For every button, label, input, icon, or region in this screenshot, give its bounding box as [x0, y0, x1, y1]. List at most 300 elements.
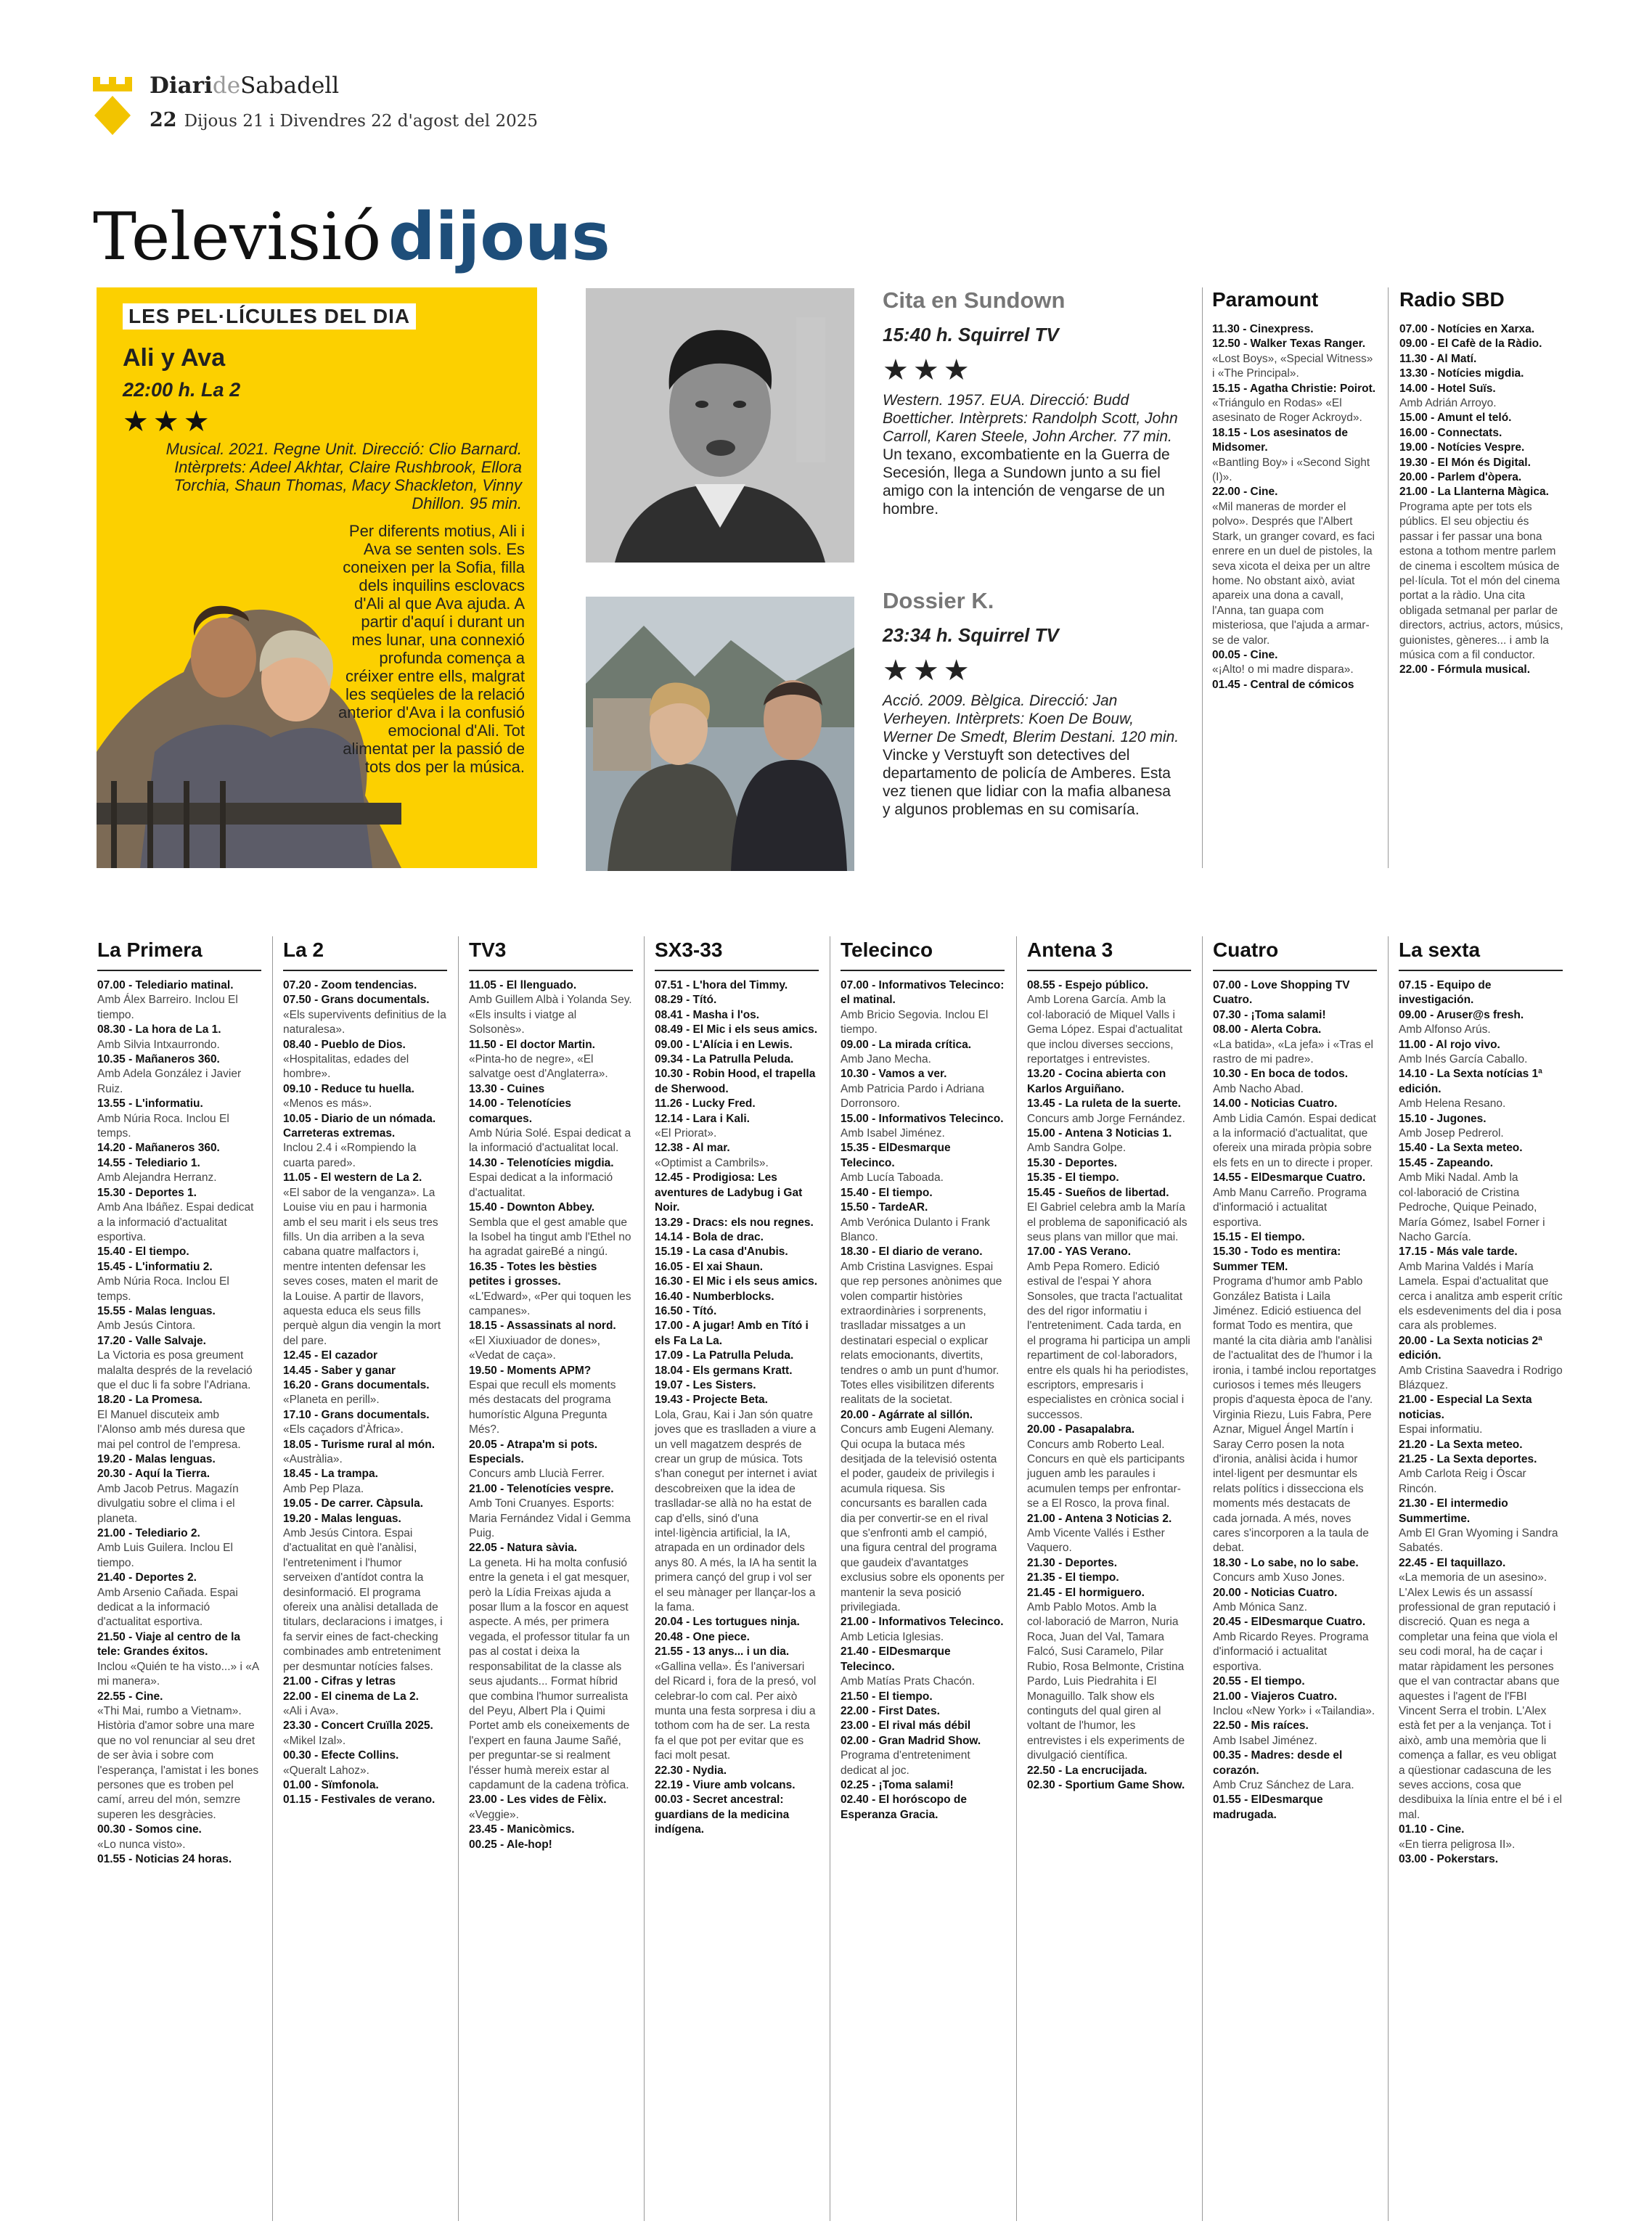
programme-title: 15.55 - Malas lenguas. — [97, 1304, 216, 1317]
programme-description: Amb Marina Valdés i María Lamela. Espai d'actualitat que cerca i analitza amb esperit crític els esdeveniments del dia i posa cara als problemes. — [1399, 1260, 1563, 1333]
programme-title: 03.00 - Pokerstars. — [1399, 1852, 1499, 1865]
programme-title: 15.50 - TardeAR. — [841, 1201, 928, 1214]
programme-item — [97, 1452, 261, 1467]
programme-item — [1213, 1690, 1377, 1719]
programme-item — [655, 1764, 819, 1778]
programme-item — [97, 1156, 261, 1186]
programme-item — [1027, 1186, 1191, 1246]
programme-description: Espai que recull els moments més destacats del programa humorístic Alguna Pregunta Més?. — [469, 1378, 616, 1436]
channel-la-2 — [283, 938, 447, 1808]
programme-title: 11.50 - El doctor Martin. — [469, 1038, 595, 1051]
programme-item — [1399, 1497, 1563, 1556]
channel-name: SX3-33 — [655, 938, 819, 971]
film-rating: ★★★ — [883, 354, 974, 386]
programme-item — [1399, 978, 1563, 1008]
featured-meta: Musical. 2021. Regne Unit. Direcció: Clio Barnard. Intèrprets: Adeel Akhtar, Claire Rushbrook, Ellora Torchia, Shaun Thomas, Macy Shackleton, Vinny Dhillon. 95 min. — [165, 440, 522, 512]
programme-title: 13.29 - Dracs: els nou regnes. — [655, 1216, 814, 1229]
programme-title: 14.20 - Mañaneros 360. — [97, 1142, 220, 1155]
programme-item — [1027, 978, 1191, 1067]
programme-item — [97, 1304, 261, 1334]
programme-item — [283, 1749, 447, 1778]
programme-title: 20.04 - Les tortugues ninja. — [655, 1616, 800, 1629]
programme-description: Amb Patricia Pardo i Adriana Dorronsoro. — [841, 1082, 985, 1111]
programme-title: 08.55 - Espejo público. — [1027, 979, 1149, 991]
programme-item — [97, 1526, 261, 1571]
programme-item — [1027, 1571, 1191, 1585]
programme-title: 11.00 - Al rojo vivo. — [1399, 1038, 1500, 1051]
programme-item — [655, 1304, 819, 1319]
programme-item — [655, 1245, 819, 1259]
programme-description: «La batida», «La jefa» i «Tras el rastro de mi padre». — [1213, 1038, 1373, 1066]
channel-name: TV3 — [469, 938, 633, 971]
programme-item — [655, 1097, 819, 1111]
channel-la-primera — [97, 938, 261, 1867]
programme-title: 11.30 - Cinexpress. — [1212, 323, 1314, 335]
programme-description: «Lo nunca visto». — [97, 1838, 186, 1851]
programme-title: 19.20 - Malas lenguas. — [283, 1512, 401, 1525]
programme-title: 15.35 - El tiempo. — [1027, 1171, 1119, 1185]
programme-item — [469, 1201, 633, 1260]
programme-description: Amb Cristina Saavedra i Rodrigo Blázquez. — [1399, 1364, 1563, 1391]
programme-title: 15.40 - Downton Abbey. — [469, 1201, 595, 1214]
channel-name: Antena 3 — [1027, 938, 1191, 971]
programme-title: 00.30 - Somos cine. — [97, 1823, 202, 1836]
programme-item — [1399, 1156, 1563, 1245]
programme-item — [655, 1290, 819, 1304]
programme-item — [655, 993, 819, 1007]
page-number: 22 — [150, 109, 177, 131]
programme-description: Amb Isabel Jiménez. — [1213, 1734, 1317, 1747]
programme-item — [655, 1378, 819, 1393]
programme-title: 18.04 - Els germans Kratt. — [655, 1364, 793, 1377]
programme-item — [469, 1823, 633, 1837]
programme-item — [469, 1793, 633, 1823]
programme-title: 07.00 - Notícies en Xarxa. — [1399, 323, 1535, 335]
programme-title: 08.30 - La hora de La 1. — [97, 1023, 221, 1036]
programme-item — [1399, 1038, 1563, 1068]
programme-title: 00.35 - Madres: desde el corazón. — [1213, 1749, 1343, 1777]
programme-description: Programa d'humor amb Pablo González Batista i Laila Jiménez. Edició estiuenca del format Todo es mentira, que manté la cita diària amb l'anàlisi de l'actualitat des de l'humor i la ironia, i també inclou reportatges curiosos i temes més lleugers propis d'aquesta època de l'any. Virginia Riezu, Luis Fabra, Pere Aznar, Miguel Ángel Martín i Saray Cerro posen la nota d'ironia, anàlisi àcida i humor intel·ligent per desmuntar els relats polítics i dissecciona els moments més destacats de cada jornada. A més, noves cares s'incorporen a la taula de debat. — [1213, 1275, 1376, 1555]
programme-title: 15.30 - Todo es mentira: Summer TEM. — [1213, 1246, 1341, 1273]
programme-item — [841, 1778, 1005, 1793]
programme-description: La Victoria es posa greument malalta després de la revelació que el duc li fa sobre l'Adriana. — [97, 1349, 253, 1391]
programme-list — [1399, 322, 1563, 678]
programme-title: 01.55 - ElDesmarque madrugada. — [1213, 1794, 1323, 1821]
programme-item — [655, 1171, 819, 1215]
programme-title: 12.45 - Prodigiosa: Les aventures de Ladybug i Gat Noir. — [655, 1171, 803, 1214]
programme-title: 08.49 - El Mic i els seus amics. — [655, 1023, 818, 1036]
programme-title: 21.50 - El tiempo. — [841, 1690, 933, 1703]
programme-description: El Gabriel celebra amb la María el problema de saponificació als seus plans van millor que mai. — [1027, 1201, 1187, 1243]
programme-description: «Els supervivents definitius de la naturalesa». — [283, 1008, 446, 1036]
programme-title: 14.55 - Telediario 1. — [97, 1156, 200, 1169]
programme-item — [1399, 1245, 1563, 1333]
programme-item — [1399, 337, 1563, 351]
programme-item — [1212, 382, 1376, 426]
programme-description: Amb Ricardo Reyes. Programa d'informació i actualitat esportiva. — [1213, 1630, 1369, 1673]
programme-item — [1027, 1126, 1191, 1156]
programme-item — [841, 1719, 1005, 1733]
programme-title: 18.20 - La Promesa. — [97, 1394, 203, 1407]
channel-radio-sbd — [1399, 287, 1563, 678]
film-time: 23:34 h. Squirrel TV — [883, 624, 1059, 646]
programme-title: 15.19 - La casa d'Anubis. — [655, 1246, 788, 1259]
film-description: Western. 1957. EUA. Direcció: Budd Boetticher. Intèrprets: Randolph Scott, John Carroll, Karen Steele, John Archer. 77 min. Un texano, excombatiente en la Guerra de Secesión, llega a Sundown junto a su fiel amigo con la intención de vengarse de un hombre. — [883, 392, 1178, 518]
programme-title: 20.05 - Atrapa'm si pots. Especials. — [469, 1438, 598, 1465]
programme-item — [283, 1497, 447, 1511]
programme-description: Concurs amb Eugeni Alemany. Qui ocupa la butaca més desitjada de la televisió ostenta el poder, gaudeix de privilegis i acumula riquesa. Sis concursants es barallen cada dia per convertir-se en el rival que s'enfronti amb el campió, una figura central del programa que gaudeix d'avantatges exclusius sobre els oponents per mantenir la seva posició privilegiada. — [841, 1423, 1005, 1614]
programme-title: 10.35 - Mañaneros 360. — [97, 1053, 220, 1066]
programme-title: 00.30 - Efecte Collins. — [283, 1749, 399, 1762]
programme-item — [655, 1112, 819, 1142]
programme-item — [1212, 648, 1376, 678]
programme-title: 22.00 - El cinema de La 2. — [283, 1690, 419, 1703]
programme-description: Amb Nacho Abad. — [1213, 1082, 1304, 1095]
programme-description: Amb Arsenio Cañada. Espai dedicat a la informació d'actualitat esportiva. — [97, 1586, 238, 1629]
programme-item — [1027, 1423, 1191, 1511]
programme-description: Amb Luis Guilera. Inclou El tiempo. — [97, 1542, 233, 1569]
programme-description: Amb Álex Barreiro. Inclou El tiempo. — [97, 994, 238, 1021]
programme-title: 15.40 - La Sexta meteo. — [1399, 1142, 1523, 1155]
channel-telecinco — [841, 938, 1005, 1823]
column-divider — [1202, 936, 1203, 2221]
programme-item — [1399, 1334, 1563, 1394]
programme-item — [469, 1541, 633, 1793]
programme-item — [1399, 382, 1563, 412]
channel-paramount — [1212, 287, 1376, 692]
programme-item — [841, 1734, 1005, 1778]
programme-title: 15.00 - Informativos Telecinco. — [841, 1112, 1004, 1125]
programme-item — [1213, 1556, 1377, 1586]
programme-title: 19.50 - Moments APM? — [469, 1364, 592, 1377]
programme-item — [1027, 1586, 1191, 1764]
programme-title: 23.45 - Manicòmics. — [469, 1823, 575, 1836]
programme-title: 16.50 - Tító. — [655, 1304, 717, 1317]
programme-description: Concurs amb Roberto Leal. Concurs en què els participants juguen amb les paraules i acumulen temps per enfrontar-se a El Rosco, la prova final. — [1027, 1438, 1185, 1510]
programme-title: 09.10 - Reduce tu huella. — [283, 1082, 414, 1095]
programme-title: 14.55 - ElDesmarque Cuatro. — [1213, 1171, 1366, 1185]
programme-item — [1399, 352, 1563, 367]
programme-item — [1399, 1556, 1563, 1823]
programme-item — [841, 1408, 1005, 1616]
programme-item — [841, 1704, 1005, 1719]
featured-film — [97, 287, 537, 868]
programme-item — [283, 993, 447, 1037]
programme-description: «Mil maneras de morder el polvo». Després que l'Albert Stark, un granger covard, es faci enrere en un duel de pistoles, la seva xicota el deixa per un altre home. No obstant això, aviat apareix una dona a cavall, l'Anna, tan guapa com misteriosa, que l'ajuda a armar-se de valor. — [1212, 500, 1375, 647]
programme-title: 21.20 - La Sexta meteo. — [1399, 1438, 1523, 1451]
programme-title: 07.15 - Equipo de investigación. — [1399, 979, 1492, 1007]
programme-title: 23.00 - El rival más débil — [841, 1719, 971, 1733]
programme-description: Amb Adela González i Javier Ruiz. — [97, 1068, 242, 1095]
column-divider — [1388, 936, 1389, 2221]
programme-title: 07.00 - Love Shopping TV Cuatro. — [1213, 979, 1350, 1007]
programme-item — [97, 1690, 261, 1823]
programme-description: Amb Josep Pedrerol. — [1399, 1127, 1504, 1140]
programme-title: 10.30 - En boca de todos. — [1213, 1068, 1349, 1081]
programme-item — [841, 1645, 1005, 1689]
programme-title: 01.10 - Cine. — [1399, 1823, 1465, 1836]
programme-title: 18.30 - Lo sabe, no lo sabe. — [1213, 1556, 1359, 1569]
programme-description: «Veggie». — [469, 1808, 519, 1821]
channel-name: La 2 — [283, 938, 447, 971]
programme-item — [1027, 1778, 1191, 1793]
programme-item — [1399, 1452, 1563, 1497]
programme-title: 13.30 - Notícies migdia. — [1399, 367, 1524, 380]
programme-title: 21.00 - Especial La Sexta noticias. — [1399, 1394, 1532, 1421]
programme-item — [283, 1690, 447, 1719]
programme-item — [841, 1615, 1005, 1645]
programme-title: 09.34 - La Patrulla Peluda. — [655, 1053, 794, 1066]
programme-description: Programa apte per tots els públics. El seu objectiu és passar i fer passar una bona estona a tothom mentre parlem de cinema i escoltem música de pel·lícula. Tot el món del cinema portat a la ràdio. Una cita obligada setmanal per parlar de directors, actrius, actors, músics, guionistes, gèneres... i amb la música com a fil conductor. — [1399, 500, 1563, 661]
programme-description: «Els caçadors d'Àfrica». — [283, 1423, 404, 1436]
channel-tv3 — [469, 938, 633, 1852]
programme-item — [1212, 678, 1376, 692]
channel-name: Cuatro — [1213, 938, 1377, 971]
programme-description: Amb Manu Carreño. Programa d'informació i actualitat esportiva. — [1213, 1186, 1367, 1229]
programme-item — [655, 1067, 819, 1097]
programme-title: 21.25 - La Sexta deportes. — [1399, 1453, 1537, 1465]
programme-title: 19.20 - Malas lenguas. — [97, 1453, 216, 1465]
featured-kicker: LES PEL·LÍCULES DEL DIA — [123, 303, 416, 330]
programme-title: 21.40 - Deportes 2. — [97, 1571, 197, 1584]
channel-name: Telecinco — [841, 938, 1005, 971]
programme-title: 12.14 - Lara i Kali. — [655, 1112, 750, 1125]
channel-name: La Primera — [97, 938, 261, 971]
film-photo-sundown — [586, 288, 854, 563]
programme-title: 00.05 - Cine. — [1212, 648, 1278, 661]
programme-description: Espai dedicat a la informació d'actualitat. — [469, 1171, 613, 1199]
programme-description: Amb Núria Solé. Espai dedicat a la informació d'actualitat local. — [469, 1127, 631, 1155]
programme-item — [469, 1319, 633, 1363]
programme-item — [283, 1438, 447, 1468]
programme-item — [841, 1141, 1005, 1185]
programme-item — [655, 1645, 819, 1763]
programme-title: 17.15 - Más vale tarde. — [1399, 1246, 1518, 1259]
programme-description: Amb Lucía Taboada. — [841, 1171, 944, 1185]
programme-item — [283, 1467, 447, 1497]
programme-title: 13.45 - La ruleta de la suerte. — [1027, 1097, 1181, 1111]
programme-item — [97, 1823, 261, 1852]
programme-title: 19.30 - El Món és Digital. — [1399, 456, 1531, 469]
programme-title: 12.45 - El cazador — [283, 1349, 378, 1362]
film-time: 15:40 h. Squirrel TV — [883, 324, 1059, 345]
programme-item — [1399, 470, 1563, 485]
programme-title: 21.00 - Antena 3 Noticias 2. — [1027, 1512, 1172, 1525]
programme-description: Inclou «Quién te ha visto...» i «A mi manera». — [97, 1660, 259, 1688]
programme-description: Amb Inés García Caballo. — [1399, 1053, 1528, 1066]
programme-title: 22.55 - Cine. — [97, 1690, 163, 1703]
programme-title: 22.50 - Mis raíces. — [1213, 1719, 1309, 1733]
programme-item — [97, 1467, 261, 1526]
programme-item — [1027, 1171, 1191, 1185]
featured-time: 22:00 h. La 2 — [123, 379, 241, 401]
channel-antena-3 — [1027, 938, 1191, 1793]
programme-item — [283, 978, 447, 993]
programme-description: Amb Pep Plaza. — [283, 1482, 364, 1495]
programme-title: 17.20 - Valle Salvaje. — [97, 1334, 206, 1347]
programme-title: 08.29 - Tító. — [655, 994, 717, 1007]
programme-title: 22.45 - El taquillazo. — [1399, 1556, 1506, 1569]
programme-item — [655, 1349, 819, 1363]
programme-item — [469, 1482, 633, 1542]
programme-item — [1213, 1008, 1377, 1023]
programme-title: 09.00 - L'Alícia i en Lewis. — [655, 1038, 793, 1051]
programme-item — [1027, 1097, 1191, 1126]
programme-title: 01.00 - Sïmfonola. — [283, 1778, 379, 1791]
programme-title: 02.00 - Gran Madrid Show. — [841, 1734, 981, 1747]
programme-list — [469, 978, 633, 1852]
programme-description: Amb Cruz Sánchez de Lara. — [1213, 1778, 1354, 1791]
programme-title: 20.00 - Agárrate al sillón. — [841, 1408, 973, 1421]
programme-description: Amb Miki Nadal. Amb la col·laboració de Cristina Pedroche, Quique Peinado, María Gómez, Isabel Forner i Nacho García. — [1399, 1171, 1545, 1243]
programme-item — [1213, 1245, 1377, 1556]
programme-title: 07.30 - ¡Toma salami! — [1213, 1008, 1326, 1021]
programme-list — [1399, 978, 1563, 1867]
programme-title: 08.40 - Pueblo de Dios. — [283, 1038, 406, 1051]
programme-description: Amb Verónica Dulanto i Frank Blanco. — [841, 1216, 990, 1243]
programme-description: El Manuel discuteix amb l'Alonso amb més duresa que mai pel control de l'empresa. — [97, 1408, 245, 1451]
programme-title: 01.15 - Festivales de verano. — [283, 1794, 436, 1807]
programme-item — [841, 1201, 1005, 1245]
programme-description: «Optimist a Cambrils». — [655, 1156, 769, 1169]
programme-item — [97, 1260, 261, 1304]
programme-item — [1212, 322, 1376, 337]
programme-item — [283, 1349, 447, 1363]
programme-item — [97, 1186, 261, 1246]
programme-description: «Pinta-ho de negre», «El salvatge oest d'Anglaterra». — [469, 1053, 608, 1081]
programme-description: Concurs amb Llucià Ferrer. — [469, 1468, 605, 1481]
programme-item — [283, 1719, 447, 1749]
programme-item — [1399, 1067, 1563, 1111]
programme-description: La geneta. Hi ha molta confusió entre la geneta i el gat mesquer, però la Lídia Freixas ajuda a posar llum a la foscor en aquest aspecte. A més, per primera vegada, el professor titular fa un pas al costat i deixa la responsabilitat de la classe als seus ajudants... Format híbrid que combina l'humor surrealista del Peyu, Albert Pla i Quimi Portet amb els coneixements de l'expert en fauna Jaume Sañé, per preguntar-se si realment l'ésser humà mereix estar al capdamunt de la cadena tròfica. — [469, 1556, 630, 1791]
programme-item — [97, 978, 261, 1023]
programme-title: 07.20 - Zoom tendencias. — [283, 979, 417, 991]
programme-item — [469, 1838, 633, 1852]
programme-item — [841, 1038, 1005, 1068]
programme-item — [1399, 485, 1563, 663]
programme-item — [655, 1275, 819, 1289]
programme-description: Lola, Grau, Kai i Jan són quatre joves que es traslladen a viure a un vell magatzem després de crear un grup de música. Tots s'han conegut per internet i aviat descobreixen que la idea de traslladar-se allà no ha estat de cap d'ells, sinó d'una intel·ligència artificial, la IA, atrapada en un ordinador dels anys 80. A més, la IA ha sentit la primera cançó del grup i vol ser el seu mànager per llançar-los a la fama. — [655, 1408, 817, 1614]
programme-item — [1399, 411, 1563, 425]
programme-title: 16.40 - Numberblocks. — [655, 1290, 774, 1303]
programme-title: 12.50 - Walker Texas Ranger. — [1212, 338, 1366, 351]
programme-description: Amb Ana Ibáñez. Espai dedicat a la informació d'actualitat esportiva. — [97, 1201, 254, 1243]
programme-item — [283, 1364, 447, 1378]
programme-title: 15.00 - Antena 3 Noticias 1. — [1027, 1127, 1172, 1140]
programme-item — [1399, 1393, 1563, 1437]
programme-item — [283, 1778, 447, 1793]
programme-item — [841, 1186, 1005, 1201]
programme-title: 19.07 - Les Sisters. — [655, 1378, 756, 1391]
programme-item — [1399, 1852, 1563, 1867]
programme-description: «Austràlia». — [283, 1453, 343, 1465]
programme-item — [283, 1171, 447, 1349]
programme-item — [1399, 1438, 1563, 1452]
programme-item — [469, 1260, 633, 1320]
film-dossier — [883, 588, 1180, 819]
programme-item — [469, 1097, 633, 1156]
featured-rating: ★★★ — [123, 406, 214, 438]
programme-description: Amb Helena Resano. — [1399, 1097, 1506, 1111]
programme-item — [1399, 367, 1563, 381]
programme-title: 12.38 - Al mar. — [655, 1142, 730, 1155]
programme-item — [97, 1097, 261, 1141]
programme-title: 21.35 - El tiempo. — [1027, 1571, 1119, 1584]
programme-title: 21.50 - Viaje al centro de la tele: Grandes éxitos. — [97, 1630, 241, 1659]
programme-title: 20.30 - Aquí la Tierra. — [97, 1468, 210, 1481]
column-divider — [458, 936, 459, 2221]
programme-item — [469, 1038, 633, 1082]
programme-title: 19.00 - Notícies Vespre. — [1399, 441, 1525, 454]
programme-title: 01.55 - Noticias 24 horas. — [97, 1852, 232, 1865]
film-photo-dossier — [586, 597, 854, 871]
programme-title: 14.00 - Telenotícies comarques. — [469, 1097, 571, 1125]
column-divider — [1016, 936, 1017, 2221]
brand-name: DiarideSabadell — [150, 73, 340, 99]
programme-description: Amb Cristina Lasvignes. Espai que rep persones anònimes que volen compartir històries extraordinàries i sorprenents, traslladar missatges a un destinatari especial o explicar relats emocionants, divertits, tendres o amb un punt d'humor. Totes elles visibilitzen diferents realitats de la societat. — [841, 1260, 1002, 1407]
programme-item — [1399, 663, 1563, 677]
programme-title: 20.00 - Parlem d'òpera. — [1399, 471, 1522, 484]
programme-description: Amb Jacob Petrus. Magazín divulgatiu sobre el clima i el planeta. — [97, 1482, 239, 1525]
programme-title: 11.30 - Al Matí. — [1399, 352, 1477, 365]
programme-title: 18.15 - Assassinats al nord. — [469, 1320, 616, 1333]
channel-name: La sexta — [1399, 938, 1563, 971]
programme-item — [469, 1438, 633, 1482]
programme-item — [1213, 1230, 1377, 1245]
programme-title: 18.30 - El diario de verano. — [841, 1246, 983, 1259]
programme-title: 15.40 - El tiempo. — [97, 1246, 189, 1259]
featured-synopsis: Per diferents motius, Ali i Ava se senten sols. Es coneixen per la Sofia, filla dels inquilins esclovacs d'Ali al que Ava ajuda. A partir d'aquí i durant un mes lunar, una connexió profunda comença a créixer entre ells, malgrat les seqüeles de la relació anterior d'Ava i la confusió emocional d'Ali. Tot alimentat per la passió de tots dos per la música. — [338, 522, 525, 776]
programme-item — [655, 1230, 819, 1245]
channel-name: Radio SBD — [1399, 288, 1505, 311]
programme-item — [841, 1793, 1005, 1823]
programme-description: Amb El Gran Wyoming i Sandra Sabatés. — [1399, 1527, 1558, 1555]
programme-item — [655, 978, 819, 993]
programme-title: 11.05 - El llenguado. — [469, 979, 577, 991]
programme-item — [1027, 1556, 1191, 1571]
column-divider — [1202, 287, 1203, 868]
programme-item — [655, 1778, 819, 1793]
programme-item — [655, 1319, 819, 1349]
programme-title: 21.00 - Telediario 2. — [97, 1527, 200, 1540]
programme-item — [1213, 1171, 1377, 1230]
programme-description: Inclou «New York» i «Tailandia». — [1213, 1704, 1375, 1717]
programme-item — [283, 1512, 447, 1674]
film-title: Dossier K. — [883, 588, 994, 613]
programme-title: 15.30 - Deportes. — [1027, 1156, 1118, 1169]
programme-title: 23.00 - Les vides de Fèlix. — [469, 1794, 607, 1807]
programme-item — [1399, 441, 1563, 455]
programme-item — [655, 1038, 819, 1052]
programme-title: 15.35 - ElDesmarque Telecinco. — [841, 1142, 951, 1169]
programme-description: Amb Adrián Arroyo. — [1399, 397, 1497, 410]
programme-item — [655, 1052, 819, 1067]
programme-title: 08.41 - Masha i l'os. — [655, 1008, 760, 1021]
film-title: Cita en Sundown — [883, 287, 1066, 313]
programme-item — [469, 978, 633, 1038]
programme-title: 07.51 - L'hora del Timmy. — [655, 979, 788, 991]
issue-date: Dijous 21 i Divendres 22 d'agost del 2025 — [184, 112, 538, 131]
programme-description: «Gallina vella». És l'aniversari del Ricard i, fora de la presó, vol celebrar-lo com cal. Per això munta una festa sorpresa i diu a tothom com ha de ser. La resta fa el que pot per evitar que es faci molt pesat. — [655, 1660, 817, 1762]
programme-description: Amb Mónica Sanz. — [1213, 1601, 1308, 1614]
programme-item — [655, 1216, 819, 1230]
programme-title: 22.00 - Fórmula musical. — [1399, 663, 1531, 676]
programme-description: Amb Lorena García. Amb la col·laboració de Miquel Valls i Gema López. Espai d'actualitat que inclou diverses seccions, reportatges i entrevistes. — [1027, 994, 1183, 1066]
programme-title: 15.15 - El tiempo. — [1213, 1230, 1305, 1243]
channel-name: Paramount — [1212, 288, 1319, 311]
programme-list — [841, 978, 1005, 1823]
programme-item — [655, 1615, 819, 1629]
